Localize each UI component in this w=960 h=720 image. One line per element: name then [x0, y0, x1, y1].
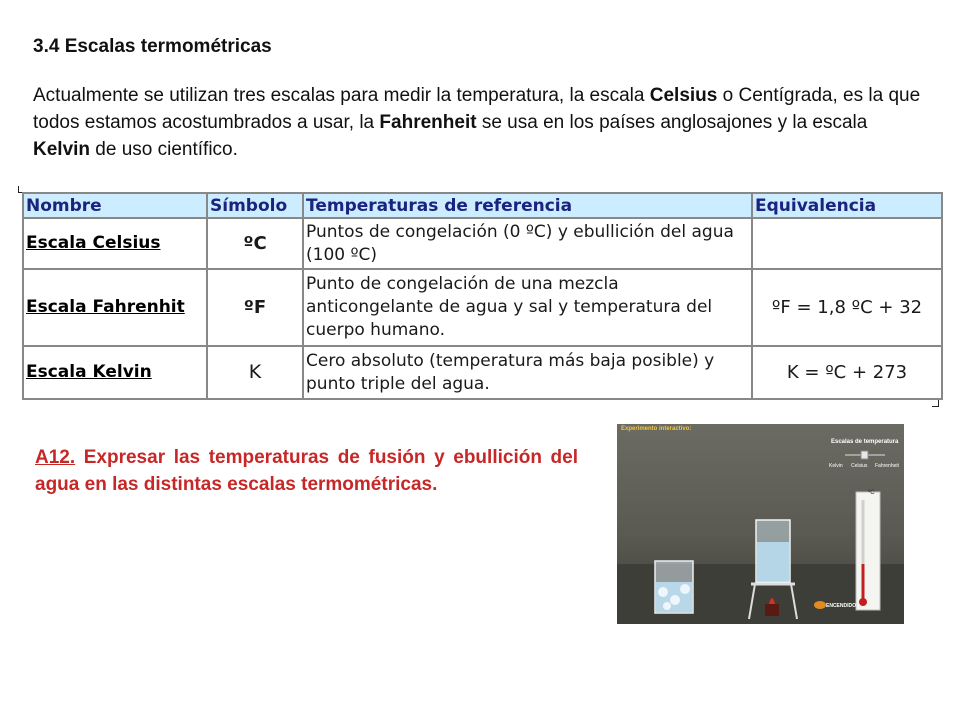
row-name: Escala Celsius [23, 218, 207, 269]
bunsen-burner [765, 604, 779, 616]
row-symbol: ºC [207, 218, 303, 269]
intro-kelvin: Kelvin [33, 139, 91, 160]
thermometer-unit: ºC [868, 490, 875, 496]
power-button-label[interactable]: ENCENDIDO [826, 603, 857, 609]
table-row [23, 346, 942, 399]
thermometer-bulb [859, 598, 867, 606]
intro-fahrenheit: Fahrenheit [379, 112, 477, 133]
intro-text-1: Actualmente se utilizan tres escalas para medir la temperatura, la escala [33, 85, 650, 106]
boiling-water [757, 542, 789, 581]
intro-paragraph [33, 82, 923, 163]
section-heading: 3.4 Escalas termométricas [33, 36, 272, 57]
header-equivalencia: Equivalencia [752, 193, 942, 218]
exercise-a12 [35, 444, 578, 498]
exercise-text: Expresar las temperaturas de fusión y ebullición del agua en las distintas escalas termométricas. [35, 447, 578, 495]
header-nombre: Nombre [23, 193, 207, 218]
exercise-code: A12. [35, 447, 76, 468]
power-button-icon[interactable] [814, 601, 826, 609]
row-name: Escala Fahrenhit [23, 269, 207, 346]
table-row [23, 269, 942, 346]
thermometer-body [856, 492, 880, 610]
row-reference: Punto de congelación de una mezcla anticongelante de agua y sal y temperatura del cuerpo humano. [303, 269, 752, 346]
row-name: Escala Kelvin [23, 346, 207, 399]
row-equivalence: ºF = 1,8 ºC + 32 [752, 269, 942, 346]
lab-illustration [617, 424, 904, 624]
ice-cube [663, 602, 671, 610]
lab-title: Experimento interactivo: [621, 426, 692, 432]
header-referencia: Temperaturas de referencia [303, 193, 752, 218]
row-equivalence [752, 218, 942, 269]
row-reference: Puntos de congelación (0 ºC) y ebullición del agua (100 ºC) [303, 218, 752, 269]
row-equivalence: K = ºC + 273 [752, 346, 942, 399]
interactive-experiment-image [617, 424, 904, 624]
scale-option-kelvin[interactable]: Kelvin [829, 463, 843, 469]
lab-scale-title: Escalas de temperatura [831, 439, 899, 445]
scale-option-celsius[interactable]: Celsius [851, 463, 868, 469]
table-header-row [23, 193, 942, 218]
table-row [23, 218, 942, 269]
scale-slider-handle[interactable] [861, 451, 868, 459]
row-symbol: ºF [207, 269, 303, 346]
intro-celsius: Celsius [649, 85, 718, 106]
row-reference: Cero absoluto (temperatura más baja posible) y punto triple del agua. [303, 346, 752, 399]
ice-cube [658, 587, 668, 597]
table-corner-mark [932, 400, 939, 407]
ice-cube [670, 595, 680, 605]
intro-text-3: se usa en los países anglosajones y la escala [476, 112, 868, 133]
intro-text-4: de uso científico. [90, 139, 238, 160]
header-simbolo: Símbolo [207, 193, 303, 218]
ice-cube [680, 584, 690, 594]
intro-text-2: o Centígrada, es la que todos estamos acostumbrados a usar, la [33, 85, 921, 133]
scale-option-fahrenheit[interactable]: Fahrenheit [875, 463, 899, 469]
temperature-scales-table [22, 192, 943, 400]
row-symbol: K [207, 346, 303, 399]
